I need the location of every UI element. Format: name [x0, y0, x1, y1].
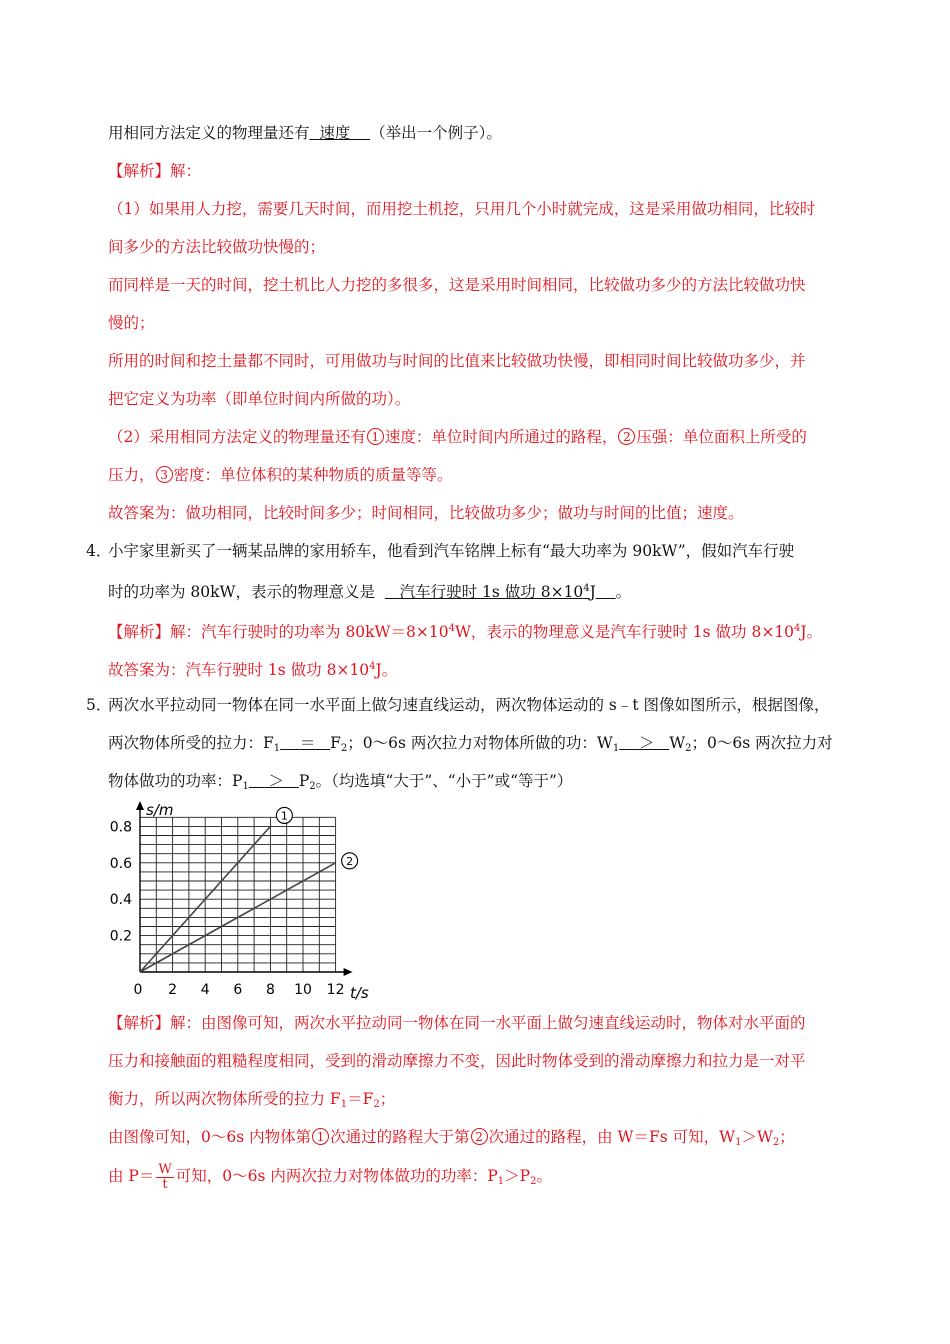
intro-text: 用相同方法定义的物理量还有	[108, 124, 310, 142]
x-tick-label: 0	[133, 982, 143, 998]
x-axis-label: t/s	[350, 984, 369, 1002]
q4-final-answer: 故答案为：汽车行驶时 1s 做功 $8\times 10^4J$。	[108, 661, 398, 679]
intro-tail: （举出一个例子）。	[370, 124, 502, 142]
circled-number: 3	[156, 466, 173, 483]
sol5-line2: 压力和接触面的粗糙程度相同，受到的滑动摩擦力不变，因此时物体受到的滑动摩擦力和拉力是一对平	[108, 1052, 806, 1070]
sol5-line3: 衡力，所以两次物体所受的拉力 $F_1=F_2$；	[108, 1090, 396, 1110]
y-tick-label: 0.2	[109, 928, 132, 945]
circled-number: 2	[471, 1128, 488, 1145]
sol3-label: 【解析】解：	[108, 162, 202, 180]
x-tick-label: 2	[168, 982, 178, 998]
q5-answer-1: ＝	[299, 734, 316, 752]
sol3-p3a: 所用的时间和挖土量都不同时，可用做功与时间的比值来比较做功快慢，即相同时间比较做功多少，并	[108, 352, 806, 370]
q5-line3: 物体做功的功率：$P_1$ ＞ $P_2$。（均选填“大于”、“小于”或“等于”）	[108, 772, 573, 792]
sol3-p2b: 慢的；	[108, 314, 155, 332]
q5-line1: 两次水平拉动同一物体在同一水平面上做匀速直线运动，两次物体运动的 s﹣t 图像如图所示，根据图像，	[108, 696, 830, 714]
x-tick-label: 4	[200, 982, 210, 998]
sol3-p4a: （2）采用相同方法定义的物理量还有 1 速度：单位时间内所通过的路程， 2 压强：单位面积上所受的	[108, 428, 807, 446]
power-fraction: $\frac{W}{t}$	[158, 1161, 172, 1192]
x-axis-arrow	[344, 968, 353, 976]
chart-grid	[140, 817, 336, 972]
circled-number: 1	[312, 1128, 329, 1145]
x-tick-label: 8	[265, 982, 275, 998]
x-tick-label: 10	[294, 982, 312, 998]
sol5-line1: 【解析】解：由图像可知，两次水平拉动同一物体在同一水平面上做匀速直线运动时，物体对水平面的	[108, 1014, 806, 1032]
y-tick-label: 0.8	[109, 819, 132, 836]
circled-number: 2	[618, 428, 635, 445]
y-tick-label: 0.4	[109, 892, 132, 909]
sol5-line4: 由图像可知，0～6s 内物体第 1 次通过的路程大于第 2 次通过的路程，由 W＝Fs 可知，$W_1>W_2$；	[108, 1128, 795, 1148]
q5-line2: 两次物体所受的拉力：$F_1$ ＝ $F_2$；0～6s 两次拉力对物体所做的功：$W_1$ ＞ $W_2$；0～6s 两次拉力对	[108, 734, 833, 754]
s-t-graph	[104, 798, 394, 1008]
circled-number: 1	[367, 428, 384, 445]
y-axis-label: s/m	[146, 801, 174, 819]
q4-answer: 汽车行驶时 1s 做功 $8\times 10^4J$	[399, 583, 596, 601]
sol3-p1b: 间多少的方法比较做功快慢的；	[108, 238, 326, 256]
sol3-p4b: 压力， 3 密度：单位体积的某种物质的质量等等。	[108, 466, 453, 484]
chart-axes	[136, 801, 353, 976]
series-label: 2	[346, 854, 354, 868]
q5-number: 5．	[86, 696, 112, 714]
q5-answer-3: ＞	[268, 772, 285, 790]
intro-line	[108, 122, 502, 144]
intro-answer: 速度	[319, 124, 351, 142]
q4-number: 4．	[86, 542, 112, 560]
q4-line1: 小宇家里新买了一辆某品牌的家用轿车，他看到汽车铭牌上标有“最大功率为 90kW”，假如汽车行驶	[108, 542, 795, 560]
sol5-line5: 由 P＝ $\frac{W}{t}$ 可知，0～6s 内两次拉力对物体做功的功率：$P_1>P_2$。	[108, 1161, 552, 1192]
q4-line2: 时的功率为 80kW，表示的物理意义是 汽车行驶时 1s 做功 $8\times 10^4J$ 。	[108, 583, 632, 601]
sol3-answer: 故答案为：做功相同，比较时间多少；时间相同，比较做功多少；做功与时间的比值；速度。	[108, 504, 744, 522]
sol3-p2a: 而同样是一天的时间，挖土机比人力挖的多很多，这是采用时间相同，比较做功多少的方法比较做功快	[108, 276, 806, 294]
x-tick-label: 12	[326, 982, 345, 998]
y-axis-arrow	[136, 801, 144, 810]
sol3-p3b: 把它定义为功率（即单位时间内所做的功）。	[108, 390, 411, 408]
y-tick-label: 0.6	[109, 855, 132, 872]
x-tick-label: 6	[233, 982, 243, 998]
q5-answer-2: ＞	[638, 734, 655, 752]
series-label: 1	[280, 809, 288, 823]
sol3-p1a: （1）如果用人力挖，需要几天时间，而用挖土机挖，只用几个小时就完成，这是采用做功相同，比较时	[108, 200, 816, 218]
q4-solution: 【解析】解：汽车行驶时的功率为 $80kW=8\times 10^4W$，表示的物理意义是汽车行驶时 1s 做功 $8\times 10^4J$。	[108, 623, 823, 641]
